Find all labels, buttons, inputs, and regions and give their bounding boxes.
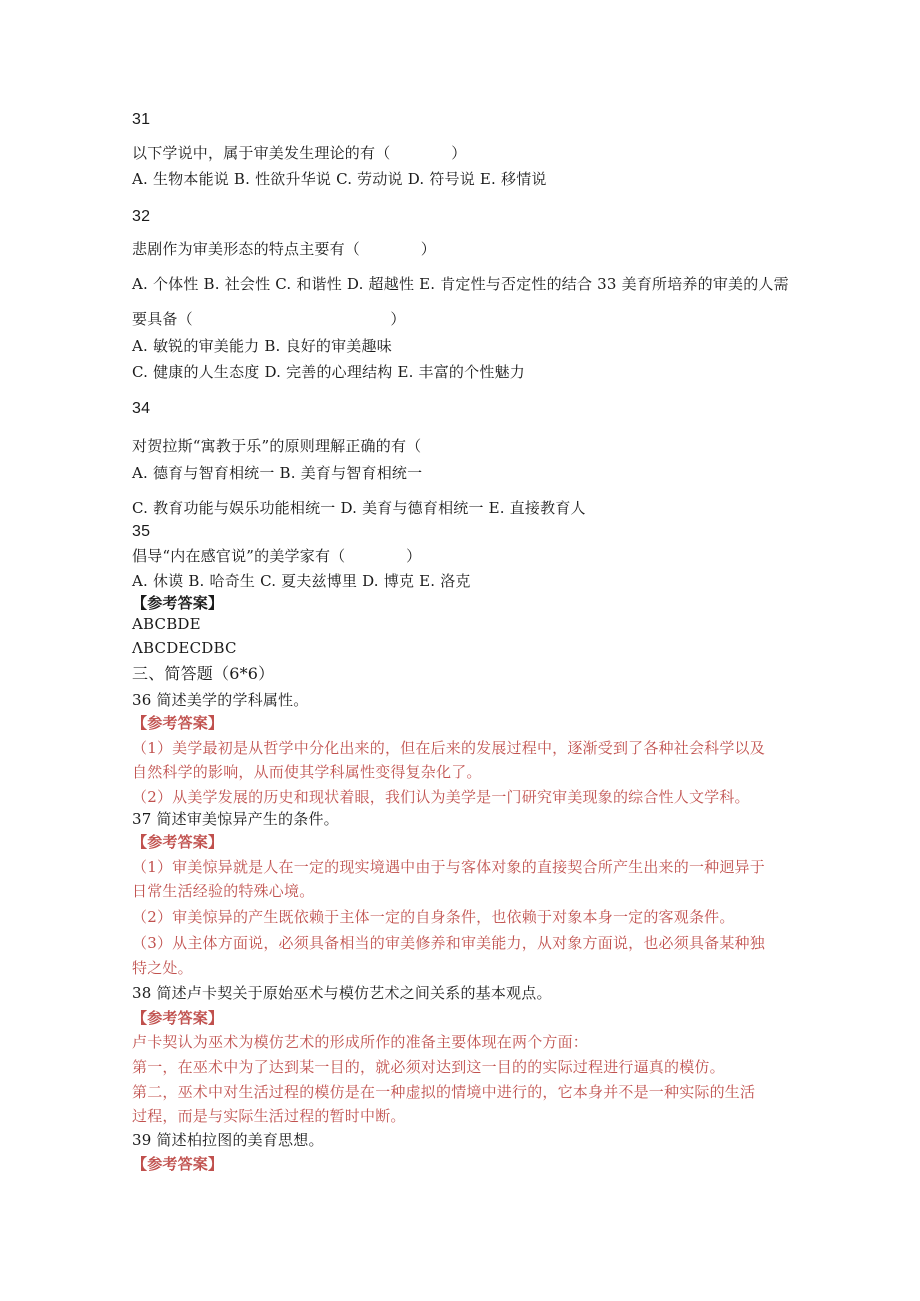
- question-35-options: A. 休谟 B. 哈奇生 C. 夏夫兹博里 D. 博克 E. 洛克: [132, 572, 471, 590]
- question-37-answer-3-line-2: 特之处。: [132, 959, 193, 977]
- question-33-options-line-1: A. 敏锐的审美能力 B. 良好的审美趣味: [132, 337, 392, 355]
- question-38-answer-label: 【参考答案】: [132, 1009, 224, 1027]
- question-34-options-line-1: A. 德育与智育相统一 B. 美育与智育相统一: [132, 464, 423, 482]
- question-39-title: 39 简述柏拉图的美育思想。: [132, 1131, 324, 1149]
- question-39-answer-label: 【参考答案】: [132, 1155, 224, 1173]
- question-38-answer-line-3: 第二，巫术中对生活过程的模仿是在一种虚拟的情境中进行的，它本身并不是一种实际的生活: [132, 1083, 756, 1101]
- question-38-answer-line-2: 第一，在巫术中为了达到某一目的，就必须对达到这一目的的实际过程进行逼真的模仿。: [132, 1058, 725, 1076]
- question-36-title: 36 简述美学的学科属性。: [132, 691, 309, 709]
- question-31-options: A. 生物本能说 B. 性欲升华说 C. 劳动说 D. 符号说 E. 移情说: [132, 170, 547, 188]
- question-38-answer-line-4: 过程，而是与实际生活过程的暂时中断。: [132, 1107, 406, 1125]
- question-31-stem: 以下学说中，属于审美发生理论的有（ ）: [132, 144, 467, 162]
- question-31-number: 31: [132, 111, 151, 128]
- question-36-answer-2: （2）从美学发展的历史和现状着眼，我们认为美学是一门研究审美现象的综合性人文学科。: [132, 788, 750, 806]
- question-32-options: A. 个体性 B. 社会性 C. 和谐性 D. 超越性 E. 肯定性与否定性的结合 33 美育所培养的审美的人需: [132, 275, 789, 293]
- question-37-answer-1-line-2: 日常生活经验的特殊心境。: [132, 882, 315, 900]
- question-34-stem: 对贺拉斯“寓教于乐”的原则理解正确的有（: [132, 437, 422, 455]
- question-37-answer-1-line-1: （1）审美惊异就是人在一定的现实境遇中由于与客体对象的直接契合所产生出来的一种迥异于: [132, 858, 765, 876]
- question-37-title: 37 简述审美惊异产生的条件。: [132, 810, 339, 828]
- question-32-stem: 悲剧作为审美形态的特点主要有（ ）: [132, 240, 437, 258]
- question-33-stem-continued: 要具备（ ）: [132, 310, 406, 328]
- question-36-answer-1-line-1: （1）美学最初是从哲学中分化出来的，但在后来的发展过程中，逐渐受到了各种社会科学以及: [132, 739, 765, 757]
- question-36-answer-1-line-2: 自然科学的影响，从而使其学科属性变得复杂化了。: [132, 763, 482, 781]
- answer-label: 【参考答案】: [132, 594, 224, 612]
- section-3-title: 三、简答题（6*6）: [132, 664, 275, 683]
- answer-line-2: ΛBCDECDBC: [132, 639, 237, 657]
- question-37-answer-2: （2）审美惊异的产生既依赖于主体一定的自身条件，也依赖于对象本身一定的客观条件。: [132, 908, 735, 926]
- question-32-number: 32: [132, 208, 151, 225]
- question-33-options-line-2: C. 健康的人生态度 D. 完善的心理结构 E. 丰富的个性魅力: [132, 363, 525, 381]
- question-34-number: 34: [132, 400, 151, 417]
- question-34-options-line-2: C. 教育功能与娱乐功能相统一 D. 美育与德育相统一 E. 直接教育人: [132, 499, 586, 517]
- question-36-answer-label: 【参考答案】: [132, 714, 224, 732]
- answer-line-1: ABCBDE: [132, 615, 201, 633]
- question-38-title: 38 简述卢卡契关于原始巫术与模仿艺术之间关系的基本观点。: [132, 984, 552, 1002]
- question-35-stem: 倡导“内在感官说”的美学家有（ ）: [132, 547, 422, 565]
- question-37-answer-3-line-1: （3）从主体方面说，必须具备相当的审美修养和审美能力，从对象方面说，也必须具备某种独: [132, 934, 765, 952]
- question-37-answer-label: 【参考答案】: [132, 833, 224, 851]
- question-35-number: 35: [132, 523, 151, 540]
- question-38-answer-line-1: 卢卡契认为巫术为模仿艺术的形成所作的准备主要体现在两个方面：: [132, 1033, 589, 1051]
